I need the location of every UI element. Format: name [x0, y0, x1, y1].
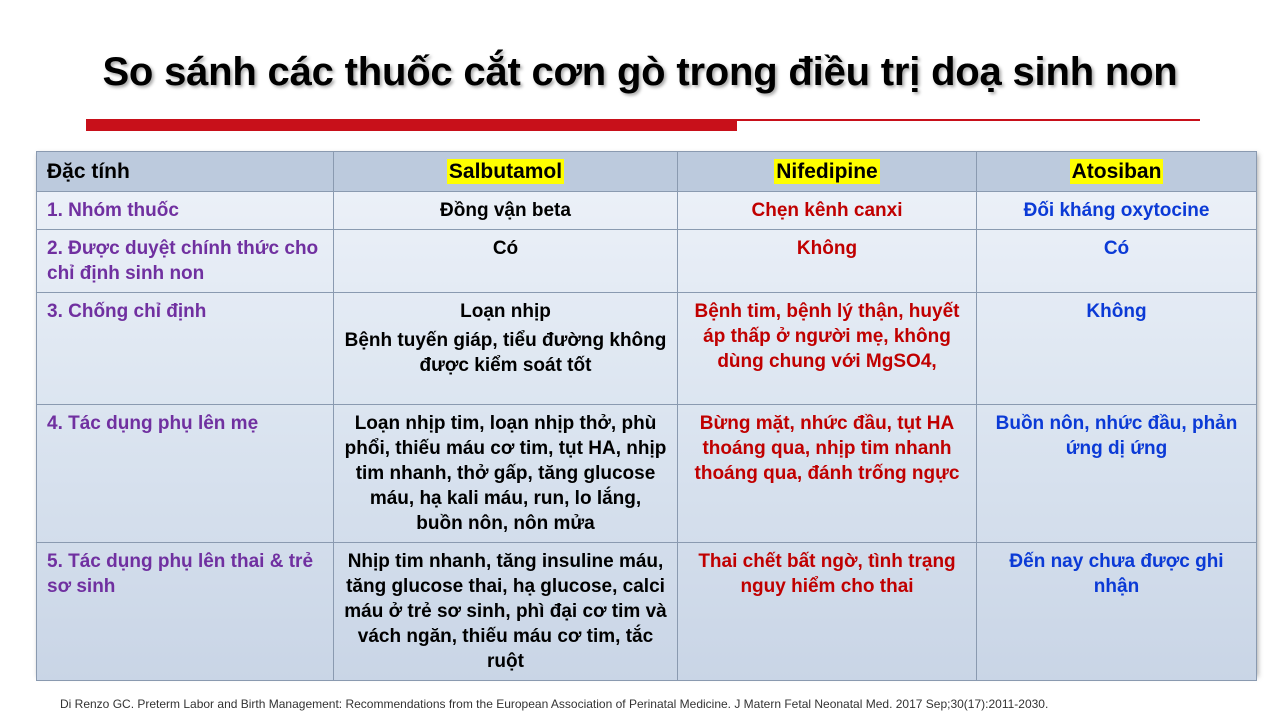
cell-text: Nhịp tim nhanh, tăng insuline máu, tăng glucose thai, hạ glucose, calci máu ở trẻ sơ sinh, phì đại cơ tim và vách ngăn, thiếu máu cơ tim, tắc ruột: [344, 551, 667, 672]
atosiban-cell: [977, 230, 1257, 293]
nifedipine-cell: [678, 293, 977, 405]
header-nifedipine-label: Nifedipine: [776, 160, 878, 183]
cell-text: Đến nay chưa được ghi nhận: [1009, 551, 1224, 597]
cell-text: Đối kháng oxytocine: [1023, 200, 1210, 221]
slide-title: So sánh các thuốc cắt cơn gò trong điều trị doạ sinh non: [102, 50, 1178, 94]
title-underline-thick: [86, 119, 737, 131]
nifedipine-cell: [678, 405, 977, 543]
atosiban-cell: [977, 293, 1257, 405]
cell-text: Bệnh tuyến giáp, tiểu đường không được kiểm soát tốt: [344, 330, 667, 376]
header-atosiban-label: Atosiban: [1071, 160, 1162, 183]
cell-text: Loạn nhịp tim, loạn nhịp thở, phù phổi, thiếu máu cơ tim, tụt HA, nhịp tim nhanh, thở gấp, tăng glucose máu, hạ kali máu, run, lo lắng, buồn nôn, nôn mửa: [344, 413, 667, 534]
atosiban-cell: [977, 543, 1257, 681]
row-label: 1. Nhóm thuốc: [37, 192, 334, 230]
row-label: 5. Tác dụng phụ lên thai & trẻ sơ sinh: [37, 543, 334, 681]
header-salbutamol: [334, 152, 678, 192]
cell-text: Buồn nôn, nhức đầu, phản ứng dị ứng: [995, 413, 1238, 459]
title-underline-thin: [737, 119, 1200, 121]
cell-text: Bừng mặt, nhức đầu, tụt HA thoáng qua, nhịp tim nhanh thoáng qua, đánh trống ngực: [694, 413, 960, 484]
nifedipine-cell: [678, 230, 977, 293]
table-row: [37, 405, 1257, 543]
cell-text: Đồng vận beta: [440, 200, 571, 221]
nifedipine-cell: [678, 543, 977, 681]
cell-text: Có: [492, 238, 519, 259]
cell-text: Không: [1086, 301, 1147, 322]
row-label: 2. Được duyệt chính thức cho chỉ định sinh non: [37, 230, 334, 293]
header-nifedipine: [678, 152, 977, 192]
atosiban-cell: [977, 405, 1257, 543]
table-row: [37, 192, 1257, 230]
table-header-row: [37, 152, 1257, 192]
citation: Di Renzo GC. Preterm Labor and Birth Management: Recommendations from the European Association of Perinatal Medicine. J Matern Fetal Neonatal Med. 2017 Sep;30(17):2011-2030.: [60, 697, 1049, 711]
salbutamol-cell: [334, 230, 678, 293]
cell-text: Chẹn kênh canxi: [751, 200, 903, 221]
cell-text: Loạn nhịp: [460, 301, 551, 322]
table-row: [37, 293, 1257, 405]
header-salbutamol-label: Salbutamol: [448, 160, 563, 183]
comparison-table-container: [36, 151, 1256, 674]
salbutamol-cell: [334, 405, 678, 543]
table-row: [37, 543, 1257, 681]
table-row: [37, 230, 1257, 293]
header-characteristic: Đặc tính: [37, 152, 334, 192]
comparison-table: [36, 151, 1257, 681]
cell-text: Bệnh tim, bệnh lý thận, huyết áp thấp ở người mẹ, không dùng chung với MgSO4,: [694, 301, 960, 372]
cell-text: Không: [796, 238, 858, 259]
salbutamol-cell: [334, 192, 678, 230]
header-atosiban: [977, 152, 1257, 192]
salbutamol-cell: [334, 543, 678, 681]
cell-text: Có: [1103, 238, 1130, 259]
nifedipine-cell: [678, 192, 977, 230]
row-label: 3. Chống chỉ định: [37, 293, 334, 405]
atosiban-cell: [977, 192, 1257, 230]
cell-text: Thai chết bất ngờ, tình trạng nguy hiểm cho thai: [698, 551, 956, 597]
salbutamol-cell: [334, 293, 678, 405]
row-label: 4. Tác dụng phụ lên mẹ: [37, 405, 334, 543]
